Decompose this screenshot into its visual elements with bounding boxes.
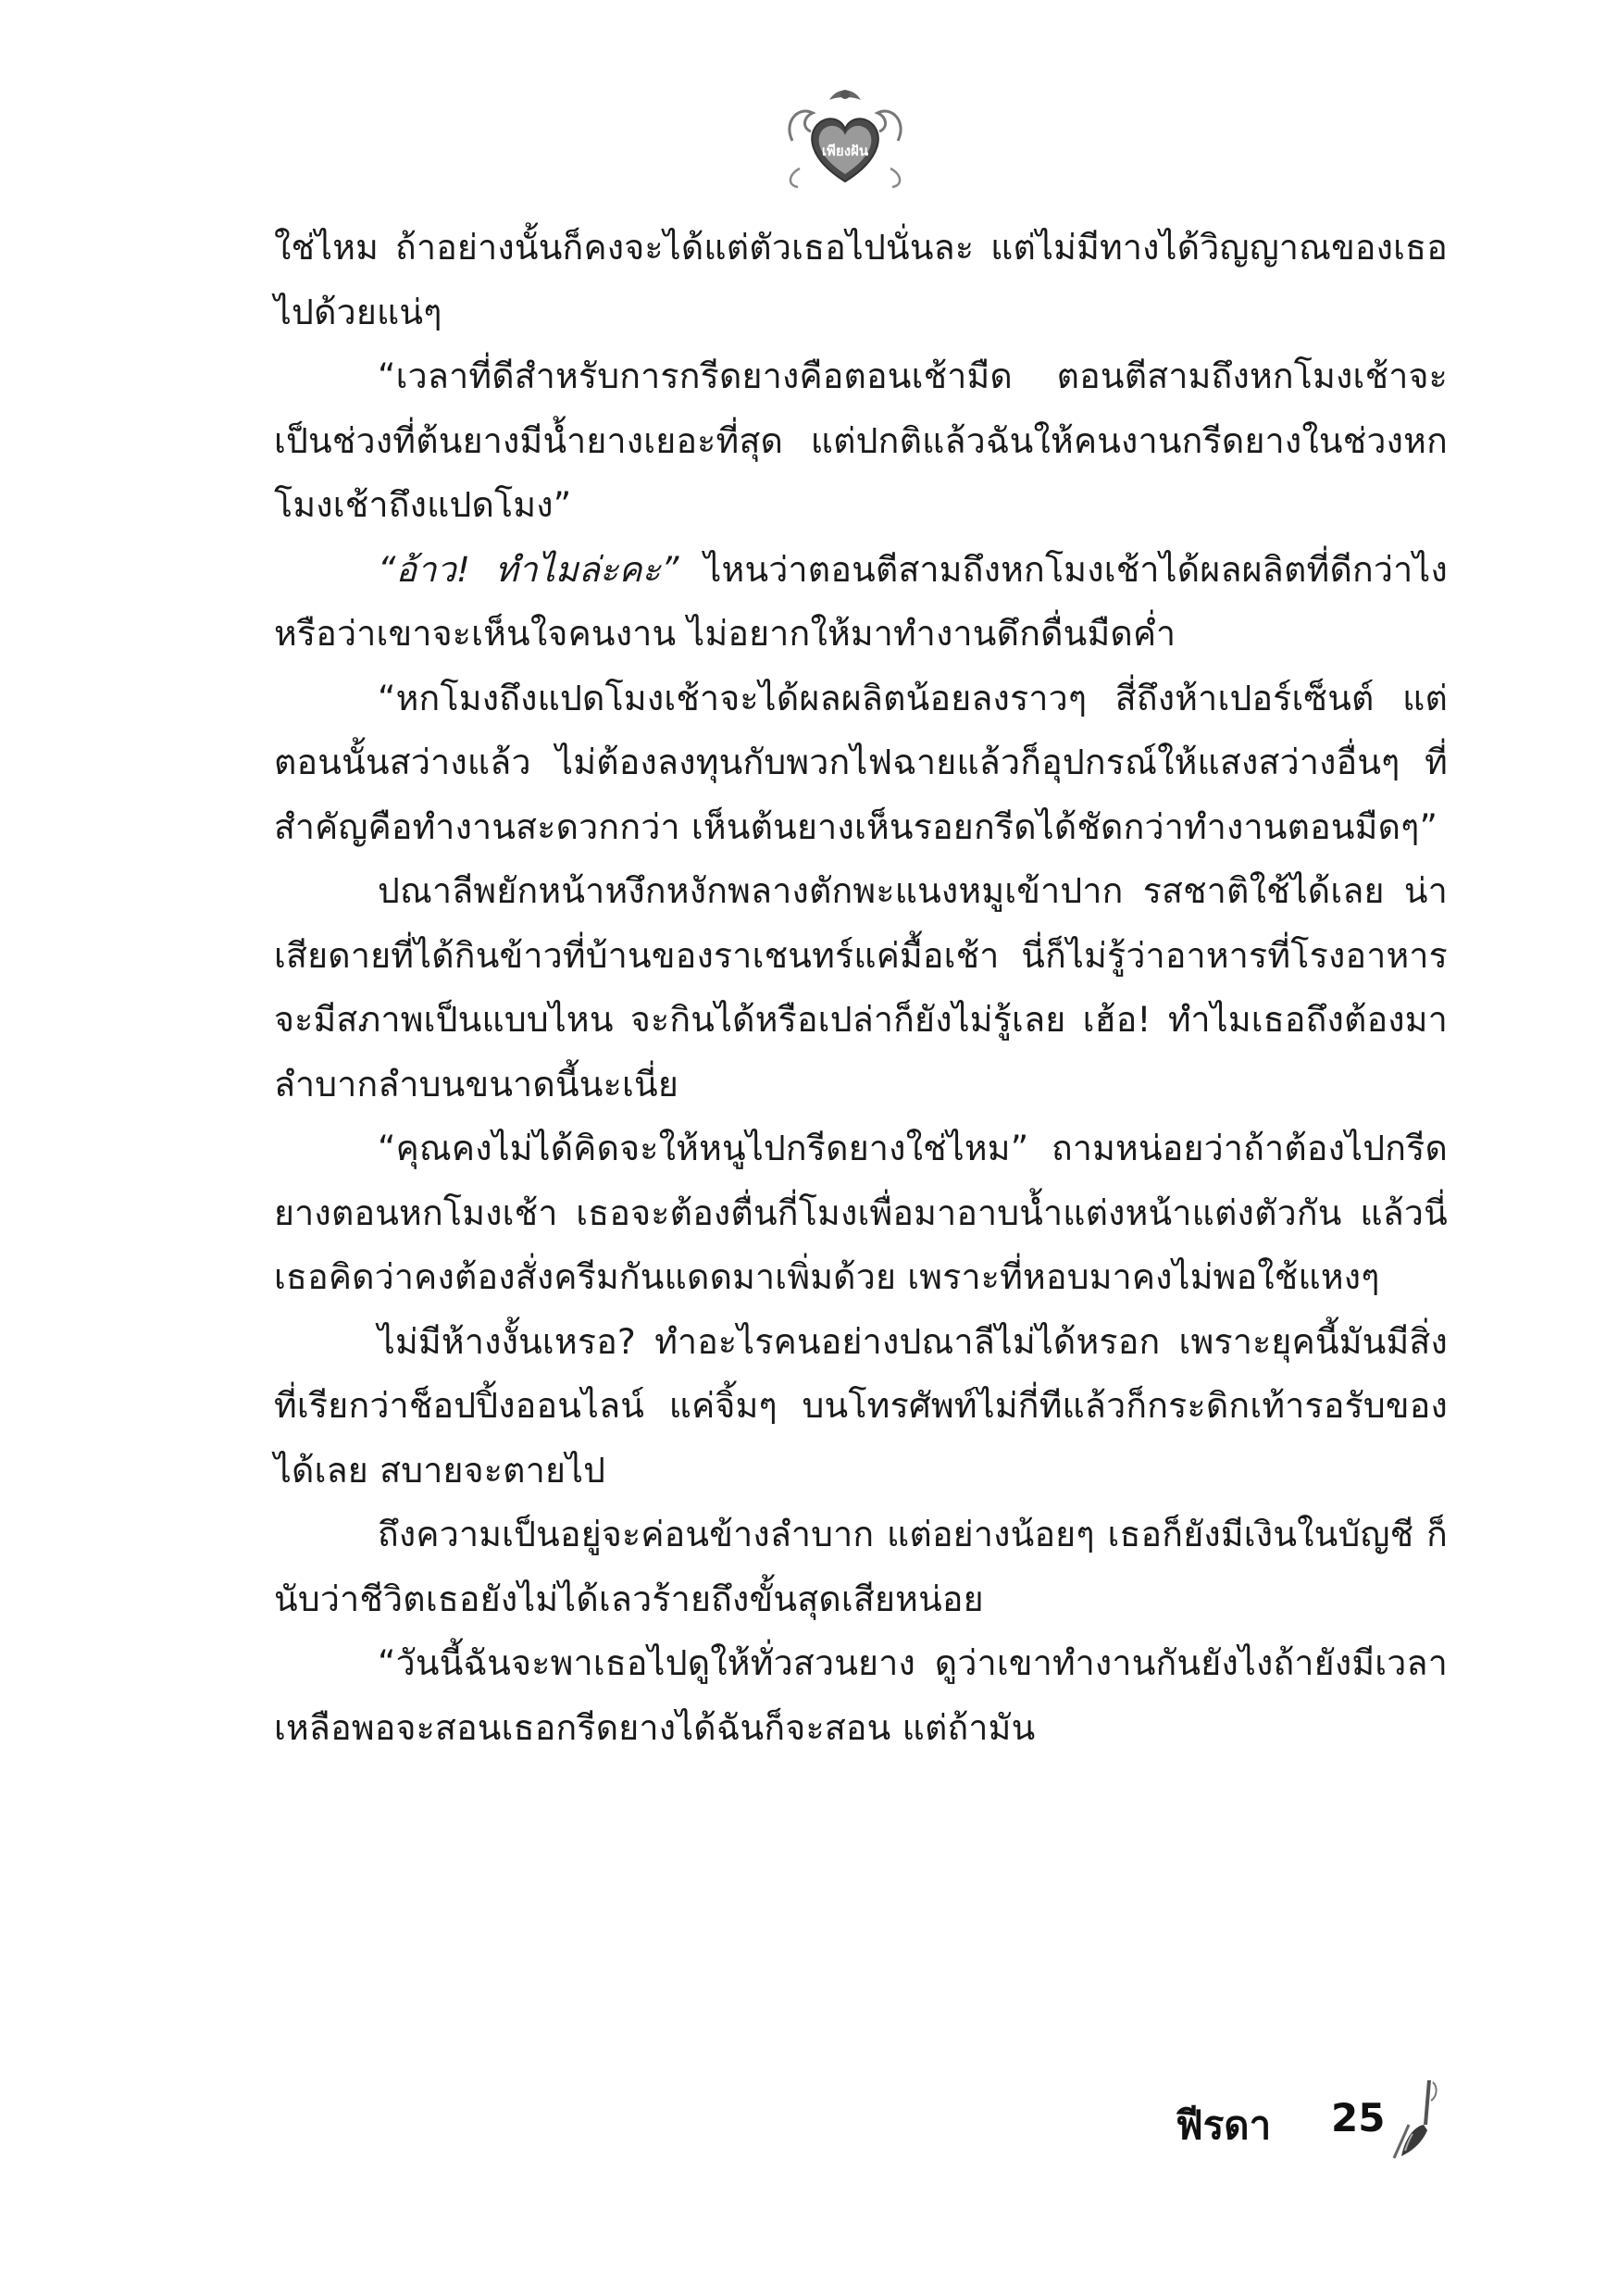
emblem-text: เพียงฝัน: [821, 143, 869, 159]
paragraph-3: [274, 538, 1448, 667]
paragraph-8: ถึงความเป็นอยู่จะค่อนข้างลำบาก แต่อย่างน้อยๆ เธอก็ยังมีเงินในบัญชี ก็นับว่าชีวิตเธอยังไม่ได้เลวร้ายถึงขั้นสุดเสียหน่อย: [274, 1514, 1448, 1619]
paragraph-7: ไม่มีห้างงั้นเหรอ? ทำอะไรคนอย่างปณาลีไม่ได้หรอก เพราะยุคนี้มันมีสิ่งที่เรียกว่าช็อปปิ้งออนไลน์ แค่จิ้มๆ บนโทรศัพท์ไม่กี่ทีแล้วก็กระดิกเท้ารอรับของได้เลย สบายจะตายไป: [274, 1320, 1448, 1491]
paragraph-1: ใช่ไหม ถ้าอย่างนั้นก็คงจะได้แต่ตัวเธอไปนั่นละ แต่ไม่มีทางได้วิญญาณของเธอไปด้วยแน่ๆ: [274, 227, 1448, 332]
paragraph-3-rest: ไหนว่าตอนตีสามถึงหกโมงเช้าได้ผลผลิตที่ดีกว่าไง หรือว่าเขาจะเห็นใจคนงาน ไม่อยากให้มาทำงานดึกดื่นมืดค่ำ: [274, 548, 1448, 654]
rubber-tapping-knife-icon: [1390, 2078, 1450, 2160]
exclamation-quote: “อ้าว! ทำไมล่ะคะ”: [378, 548, 679, 590]
paragraph-5: ปณาลีพยักหน้าหงึกหงักพลางตักพะแนงหมูเข้าปาก รสชาติใช้ได้เลย น่าเสียดายที่ได้กินข้าวที่บ้านของราเชนทร์แค่มื้อเช้า นี่ก็ไม่รู้ว่าอาหารที่โรงอาหารจะมีสภาพเป็นแบบไหน จะกินได้หรือเปล่าก็ยังไม่รู้เลย เฮ้อ! ทำไมเธอถึงต้องมาลำบากลำบนขนาดนี้นะเนี่ย: [274, 870, 1448, 1104]
paragraph-9: “วันนี้ฉันจะพาเธอไปดูให้ทั่วสวนยาง ดูว่าเขาทำงานกันยังไงถ้ายังมีเวลาเหลือพอจะสอนเธอกรีดยางได้ฉันก็จะสอน แต่ถ้ามัน: [274, 1642, 1448, 1748]
paragraph-6: “คุณคงไม่ได้คิดจะให้หนูไปกรีดยางใช่ไหม” ถามหน่อยว่าถ้าต้องไปกรีดยางตอนหกโมงเช้า เธอจะต้องตื่นกี่โมงเพื่อมาอาบน้ำแต่งหน้าแต่งตัวกัน แล้วนี่เธอคิดว่าคงต้องสั่งครีมกันแดดมาเพิ่มด้วย เพราะที่หอบมาคงไม่พอใช้แหงๆ: [274, 1128, 1448, 1297]
page-footer: [1176, 2078, 1472, 2162]
ornamental-heart-emblem-icon: [781, 85, 909, 191]
book-title: ฟีรดา: [1176, 2103, 1272, 2148]
page-number: 25: [1331, 2095, 1386, 2140]
body-text: [274, 216, 1448, 1760]
paragraph-4: “หกโมงถึงแปดโมงเช้าจะได้ผลผลิตน้อยลงราวๆ สี่ถึงห้าเปอร์เซ็นต์ แต่ตอนนั้นสว่างแล้ว ไม่ต้องลงทุนกับพวกไฟฉายแล้วก็อุปกรณ์ให้แสงสว่างอื่นๆ ที่สำคัญคือทำงานสะดวกกว่า เห็นต้นยางเห็นรอยกรีดได้ชัดกว่าทำงานตอนมืดๆ”: [274, 677, 1448, 847]
paragraph-2: “เวลาที่ดีสำหรับการกรีดยางคือตอนเช้ามืด ตอนตีสามถึงหกโมงเช้าจะเป็นช่วงที่ต้นยางมีน้ำยางเยอะที่สุด แต่ปกติแล้วฉันให้คนงานกรีดยางในช่วงหกโมงเช้าถึงแปดโมง”: [274, 356, 1448, 525]
